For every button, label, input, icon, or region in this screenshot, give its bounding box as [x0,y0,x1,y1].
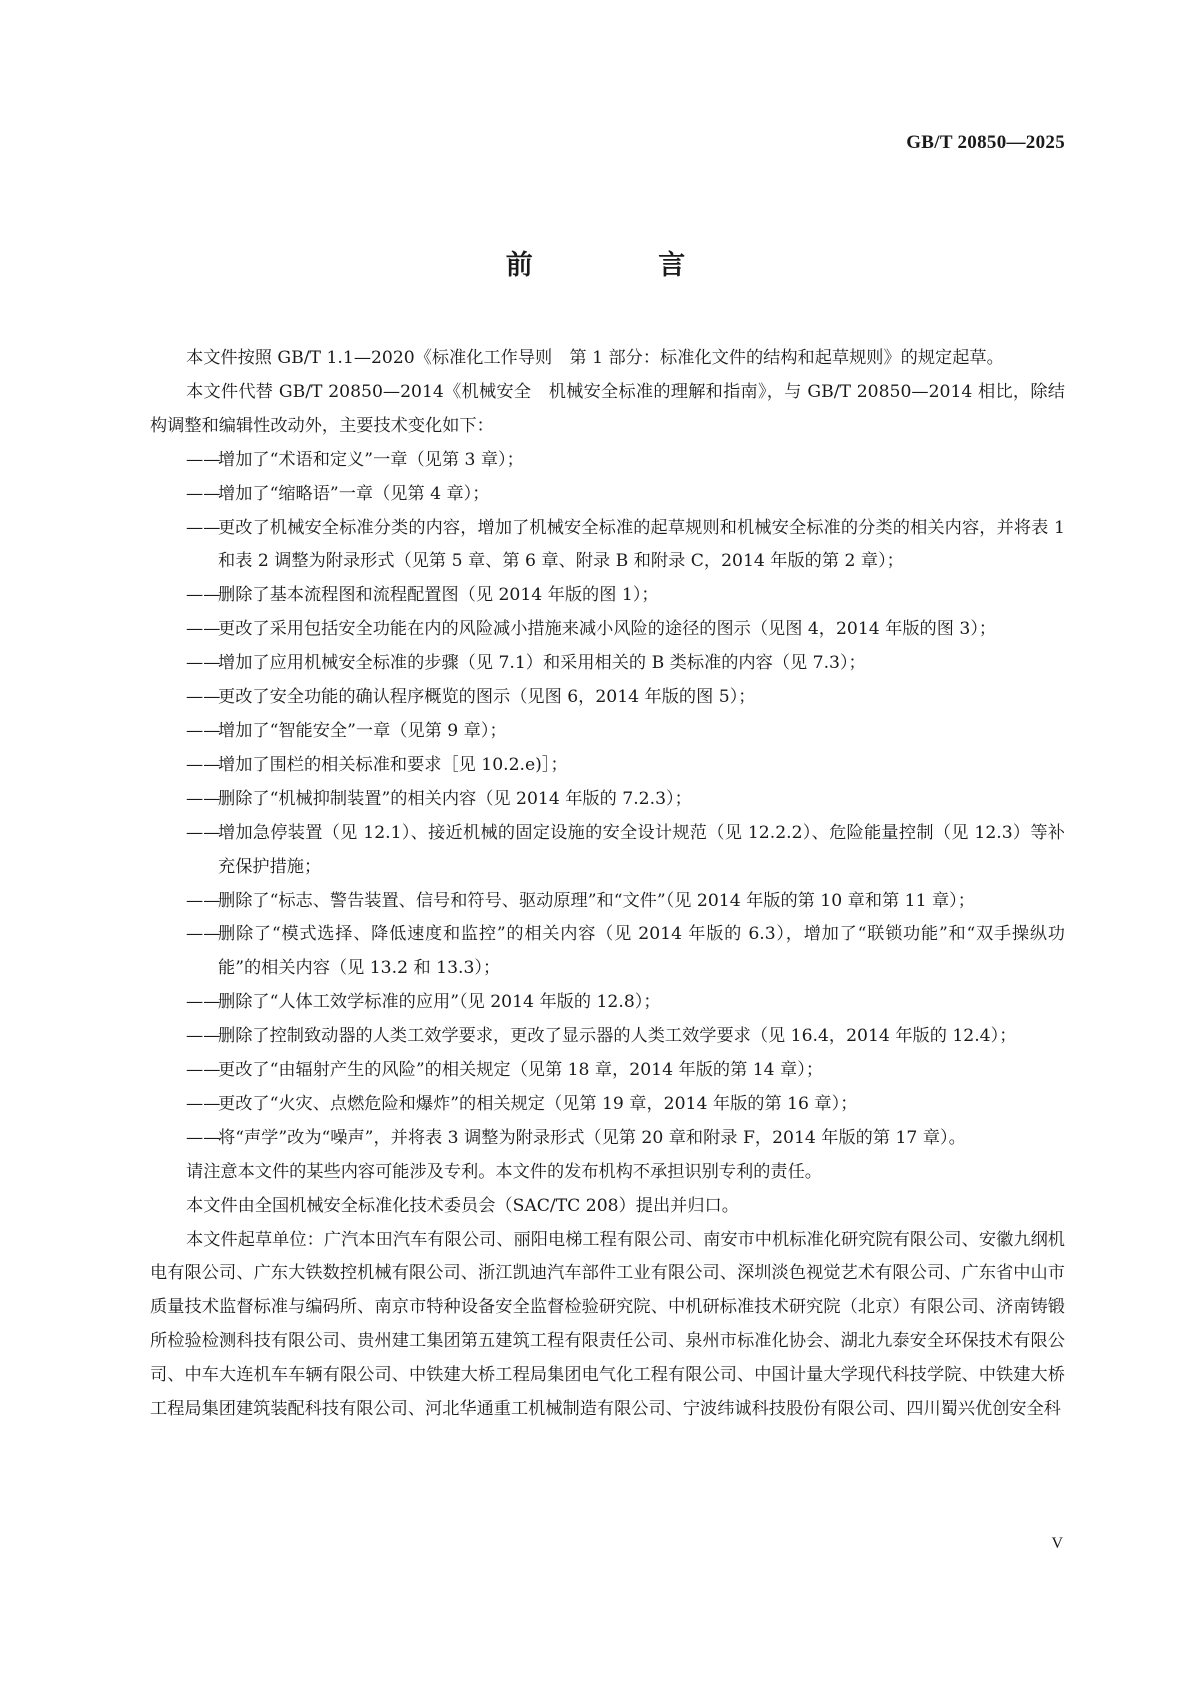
list-item: —— 删除了“机械抑制装置”的相关内容（见 2014 年版的 7.2.3）； [150,783,1065,817]
list-item: —— 增加了应用机械安全标准的步骤（见 7.1）和采用相关的 B 类标准的内容（见 7.3）； [150,647,1065,681]
list-dash: —— [186,585,221,606]
paragraph-patent: 请注意本文件的某些内容可能涉及专利。本文件的发布机构不承担识别专利的责任。 [186,1161,822,1182]
doc-code: GB/T 20850—2025 [906,132,1065,153]
list-item: —— 删除了基本流程图和流程配置图（见 2014 年版的图 1）； [150,579,1065,613]
list-item: —— 更改了“由辐射产生的风险”的相关规定（见第 18 章，2014 年版的第 14 章）； [150,1054,1065,1088]
list-dash: —— [186,1093,221,1114]
document-body [150,342,1065,1427]
list-dash: —— [186,754,221,775]
list-dash: —— [186,1060,221,1081]
list-dash: —— [186,653,221,674]
list-item: —— 更改了“火灾、点燃危险和爆炸”的相关规定（见第 19 章，2014 年版的第 16 章）； [150,1088,1065,1122]
list-item: —— 将“声学”改为“噪声”，并将表 3 调整为附录形式（见第 20 章和附录 F，2014 年版的第 17 章）。 [150,1122,1065,1156]
list-item: —— 更改了安全功能的确认程序概览的图示（见图 6，2014 年版的图 5）； [150,681,1065,715]
list-dash: —— [186,1026,221,1047]
paragraph-replaces: 本文件代替 GB/T 20850—2014《机械安全 机械安全标准的理解和指南》，与 GB/T 20850—2014 相比，除结构调整和编辑性改动外，主要技术变化如下： [150,381,1065,436]
list-dash: —— [186,517,221,538]
paragraph-committee: 本文件由全国机械安全标准化技术委员会（SAC/TC 208）提出并归口。 [186,1195,739,1216]
list-item: —— 增加了“缩略语”一章（见第 4 章）； [150,478,1065,512]
list-item: —— 增加了围栏的相关标准和要求［见 10.2.e)］； [150,749,1065,783]
page-title: 前 言 [505,250,744,281]
list-dash: —— [186,687,221,708]
list-dash: —— [186,924,221,945]
list-item: —— 增加了“术语和定义”一章（见第 3 章）； [150,444,1065,478]
list-item: —— 删除了“人体工效学标准的应用”（见 2014 年版的 12.8）； [150,986,1065,1020]
list-dash: —— [186,822,221,843]
list-item: —— 删除了控制致动器的人类工效学要求，更改了显示器的人类工效学要求（见 16.4，2014 年版的 12.4）； [150,1020,1065,1054]
list-dash: —— [186,1127,221,1148]
list-item: —— 增加了“智能安全”一章（见第 9 章）； [150,715,1065,749]
page-number: V [1051,1535,1063,1552]
list-dash: —— [186,483,221,504]
list-dash: —— [186,619,221,640]
paragraph-scope: 本文件按照 GB/T 1.1—2020《标准化工作导则 第 1 部分：标准化文件的结构和起草规则》的规定起草。 [186,348,1004,368]
list-item: —— 更改了机械安全标准分类的内容，增加了机械安全标准的起草规则和机械安全标准的分类的相关内容，并将表 1 和表 2 调整为附录形式（见第 5 章、第 6 章、附录 B 和附录 C，2014 年版的第 2 章）； [150,512,1065,580]
list-dash: —— [186,890,221,911]
list-dash: —— [186,449,221,470]
list-item: —— 增加急停装置（见 12.1）、接近机械的固定设施的安全设计规范（见 12.2.2）、危险能量控制（见 12.3）等补充保护措施； [150,817,1065,885]
list-item: —— 删除了“模式选择、降低速度和监控”的相关内容（见 2014 年版的 6.3），增加了“联锁功能”和“双手操纵功能”的相关内容（见 13.2 和 13.3）； [150,918,1065,986]
paragraph-drafters: 本文件起草单位：广汽本田汽车有限公司、丽阳电梯工程有限公司、南安市中机标准化研究院有限公司、安徽九纲机电有限公司、广东大铁数控机械有限公司、浙江凯迪汽车部件工业有限公司、深圳淡色视觉艺术有限公司、广东省中山市质量技术监督标准与编码所、南京市特种设备安全监督检验研究院、中机研标准技术研究院（北京）有限公司、济南铸锻所检验检测科技有限公司、贵州建工集团第五建筑工程有限责任公司、泉州市标准化协会、湖北九泰安全环保技术有限公司、中车大连机车车辆有限公司、中铁建大桥工程局集团电气化工程有限公司、中国计量大学现代科技学院、中铁建大桥工程局集团建筑装配科技有限公司、河北华通重工机械制造有限公司、宁波纬诚科技股份有限公司、四川蜀兴优创安全科 [150,1229,1065,1420]
list-dash: —— [186,788,221,809]
list-dash: —— [186,720,221,741]
change-list [150,444,1065,1156]
list-item: —— 删除了“标志、警告装置、信号和符号、驱动原理”和“文件”（见 2014 年版的第 10 章和第 11 章）； [150,885,1065,919]
list-dash: —— [186,992,221,1013]
list-item: —— 更改了采用包括安全功能在内的风险减小措施来减小风险的途径的图示（见图 4，2014 年版的图 3）； [150,613,1065,647]
